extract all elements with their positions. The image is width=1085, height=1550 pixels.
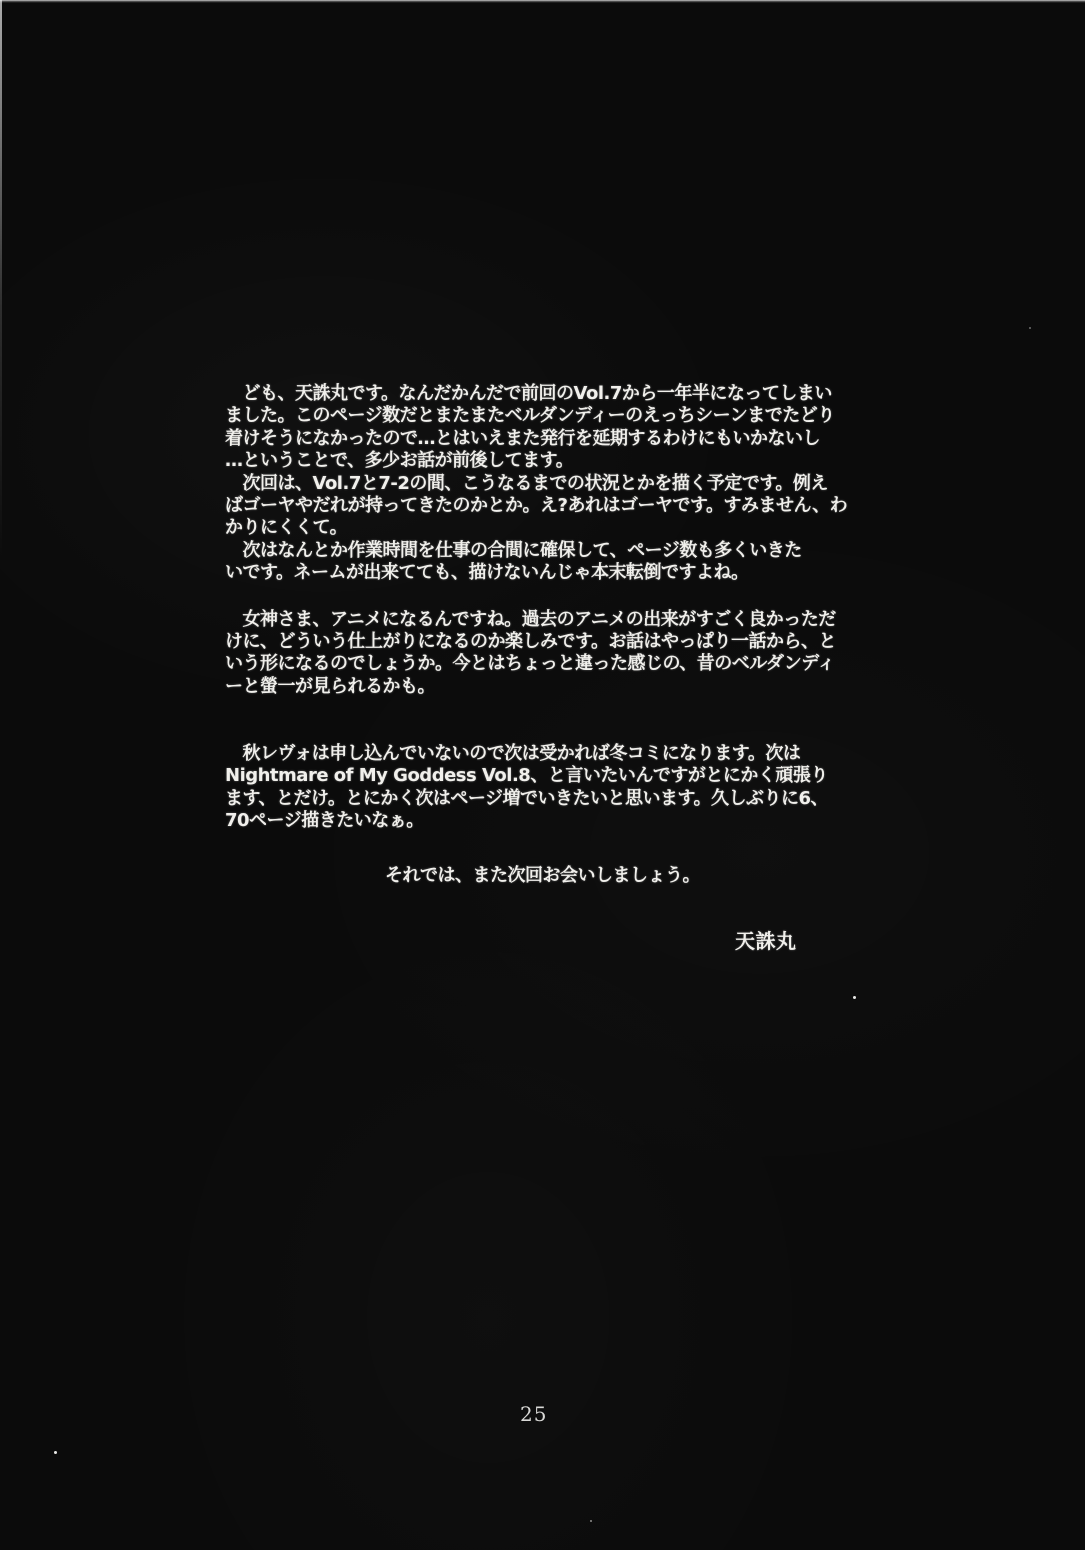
afterword-paragraph-next-volume: [225, 473, 855, 540]
dust-speck: [853, 996, 856, 999]
text-line: いう形になるのでしょうか。今とはちょっと違った感じの、昔のベルダンディ: [225, 653, 835, 675]
afterword-paragraph-intro: [225, 383, 855, 473]
dust-speck: [590, 1520, 592, 1522]
text-line: 次回は、Vol.7と7-2の間、こうなるまでの状況とかを描く予定です。例え: [225, 472, 828, 494]
text-line: Nightmare of My Goddess Vol.8、と言いたいんですがとにかく頑張り: [225, 765, 828, 787]
text-line: ます、とだけ。とにかく次はページ増でいきたいと思います。久しぶりに6、: [225, 787, 829, 809]
author-signature: 天誅丸: [735, 929, 797, 953]
text-line: 秋レヴォは申し込んでいないので次は受かれば冬コミになります。次は: [225, 743, 801, 765]
text-line: ました。このページ数だとまたまたベルダンディーのえっちシーンまでたどり: [225, 405, 835, 427]
dust-speck: [1029, 327, 1031, 329]
text-line: ーと螢一が見られるかも。: [225, 675, 435, 697]
text-line: 女神さま、アニメになるんですね。過去のアニメの出来がすごく良かっただ: [225, 608, 836, 630]
afterword-paragraph-anime: [225, 609, 855, 699]
text-line: …ということで、多少お話が前後してます。: [225, 450, 574, 472]
scan-edge-top: [0, 0, 1085, 3]
text-line: 着けそうになかったので…とはいえまた発行を延期するわけにもいかないし: [225, 427, 820, 449]
afterword-text-block: [225, 383, 855, 833]
text-line: ばゴーヤやだれが持ってきたのかとか。え?あれはゴーヤです。すみません、わ: [225, 494, 848, 516]
text-line: 次はなんとか作業時間を仕事の合間に確保して、ページ数も多くいきた: [225, 539, 802, 561]
text-line: 70ページ描きたいなぁ。: [225, 810, 424, 832]
dust-speck: [54, 1451, 57, 1454]
closing-line: それでは、また次回お会いしましょう。: [385, 865, 700, 886]
text-line: いです。ネームが出来てても、描けないんじゃ本末転倒ですよね。: [225, 562, 749, 584]
page-number: 25: [520, 1402, 548, 1426]
text-line: けに、どういう仕上がりになるのか楽しみです。お話はやっぱり一話から、と: [225, 630, 837, 652]
text-line: かりにくくて。: [225, 517, 348, 539]
text-line: ども、天誅丸です。なんだかんだで前回のVol.7から一年半になってしまい: [225, 383, 832, 404]
scan-edge-left: [0, 0, 2, 560]
afterword-paragraph-events: [225, 743, 855, 833]
afterword-paragraph-worktime: [225, 540, 855, 585]
